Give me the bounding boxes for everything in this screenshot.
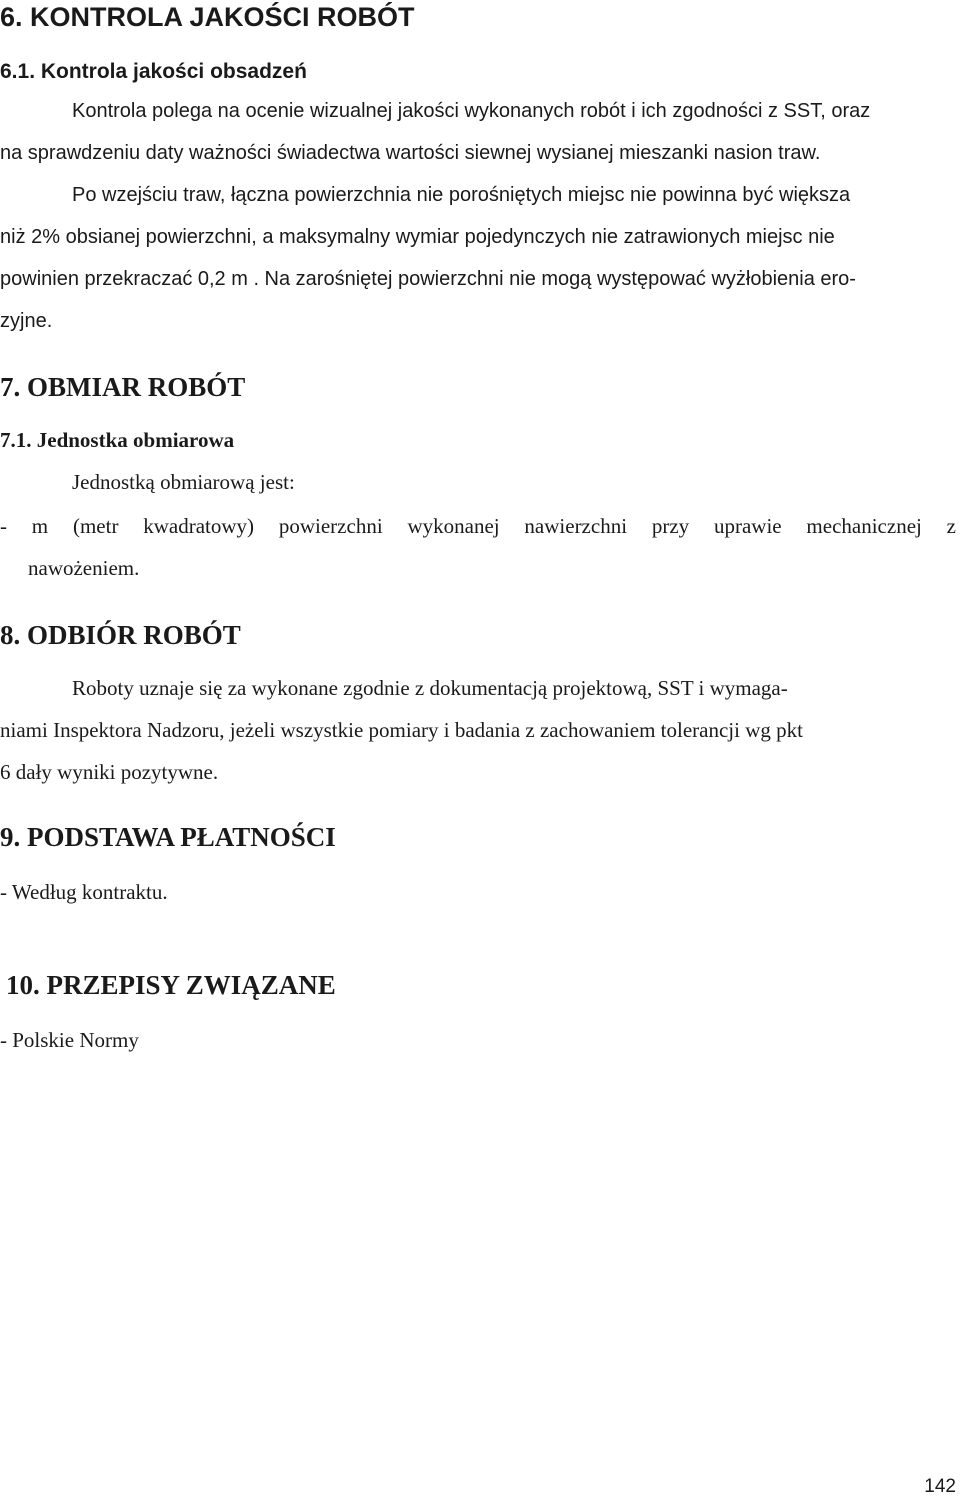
paragraph-6-2-line-1: Po wzejściu traw, łączna powierzchnia nie porośniętych miejsc nie powinna być większa: [72, 184, 851, 206]
page-number: 142: [924, 1476, 956, 1497]
section-8-line-2: niami Inspektora Nadzoru, jeżeli wszystkie pomiary i badania z zachowaniem tolerancji wg pkt: [0, 718, 803, 742]
section-7-1-intro: Jednostką obmiarową jest:: [72, 470, 295, 494]
paragraph-6-1-line-1: Kontrola polega na ocenie wizualnej jakości wykonanych robót i ich zgodności z SST, oraz: [72, 100, 871, 122]
section-9-heading: 9. PODSTAWA PŁATNOŚCI: [0, 822, 336, 852]
section-8-line-1: Roboty uznaje się za wykonane zgodnie z dokumentacją projektową, SST i wymaga-: [72, 676, 788, 700]
paragraph-6-2-line-3: powinien przekraczać 0,2 m . Na zarośniętej powierzchni nie mogą występować wyżłobienia ero-: [0, 268, 856, 290]
paragraph-6-2-line-4: zyjne.: [0, 310, 53, 332]
section-8-heading: 8. ODBIÓR ROBÓT: [0, 620, 241, 650]
section-10-item: - Polskie Normy: [0, 1028, 139, 1052]
section-7-1-heading: 7.1. Jednostka obmiarowa: [0, 428, 235, 452]
section-9-item: - Według kontraktu.: [0, 880, 168, 904]
section-10-heading: 10. PRZEPISY ZWIĄZANE: [6, 970, 336, 1000]
section-7-1-item-line-2: nawożeniem.: [28, 556, 140, 580]
section-7-heading: 7. OBMIAR ROBÓT: [0, 372, 246, 402]
section-6-heading: 6. KONTROLA JAKOŚCI ROBÓT: [0, 2, 415, 32]
paragraph-6-1-line-2: na sprawdzeniu daty ważności świadectwa wartości siewnej wysianej mieszanki nasion traw.: [0, 142, 821, 164]
section-6-1-heading: 6.1. Kontrola jakości obsadzeń: [0, 60, 307, 83]
paragraph-6-2-line-2: niż 2% obsianej powierzchni, a maksymalny wymiar pojedynczych nie zatrawionych miejsc nie: [0, 226, 835, 248]
section-7-1-item-line-1: - m (metr kwadratowy) powierzchni wykonanej nawierzchni przy uprawie mechanicznej z: [0, 514, 956, 538]
section-8-line-3: 6 dały wyniki pozytywne.: [0, 760, 219, 784]
